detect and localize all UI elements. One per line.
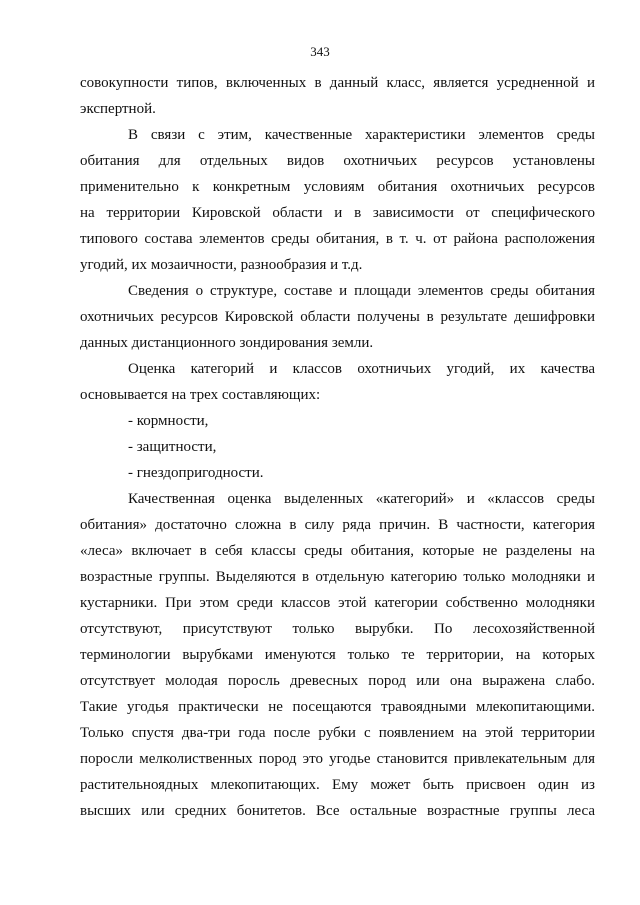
text-line: данных дистанционного зондирования земли.: [80, 335, 374, 351]
text-line: экспертной.: [80, 101, 156, 117]
text-line: основывается на трех составляющих:: [80, 387, 321, 403]
text-line: Качественная оценка выделенных «категорий» и «классов среды: [128, 491, 595, 507]
text-line: на территории Кировской области и в зависимости от специфического: [80, 205, 595, 221]
text-line: обитания» достаточно сложна в силу ряда причин. В частности, категория: [80, 517, 595, 533]
text-line: обитания для отдельных видов охотничьих ресурсов установлены: [80, 153, 595, 169]
text-line: угодий, их мозаичности, разнообразия и т.д.: [80, 257, 363, 273]
text-line: возрастные группы. Выделяются в отдельную категорию только молодняки и: [80, 569, 595, 585]
text-line: типового состава элементов среды обитания, в т. ч. от района расположения: [80, 231, 595, 247]
text-line: «леса» включает в себя классы среды обитания, которые не разделены на: [80, 543, 595, 559]
text-line: В связи с этим, качественные характеристики элементов среды: [128, 127, 595, 143]
text-line: терминологии вырубками именуются только те территории, на которых: [80, 647, 595, 663]
text-line: поросли мелколиственных пород это угодье становится привлекательным для: [80, 751, 595, 767]
list-item: - гнездопригодности.: [128, 465, 264, 481]
text-line: применительно к конкретным условиям обитания охотничьих ресурсов: [80, 179, 595, 195]
text-line: растительноядных млекопитающих. Ему может быть присвоен один из: [80, 777, 595, 793]
text-line: кустарники. При этом среди классов этой категории собственно молодняки: [80, 595, 595, 611]
list-item: - кормности,: [128, 413, 209, 429]
page-number: 343: [310, 44, 330, 59]
text-line: отсутствуют, присутствуют только вырубки. По лесохозяйственной: [80, 621, 595, 637]
document-body: [80, 70, 595, 824]
text-line: Только спустя два-три года после рубки с появлением на этой территории: [80, 725, 595, 741]
text-line: совокупности типов, включенных в данный класс, является усредненной и: [80, 75, 595, 91]
text-line: Оценка категорий и классов охотничьих угодий, их качества: [128, 361, 595, 377]
list-item: - защитности,: [128, 439, 217, 455]
text-line: охотничьих ресурсов Кировской области получены в результате дешифровки: [80, 309, 595, 325]
text-line: Сведения о структуре, составе и площади элементов среды обитания: [128, 283, 595, 299]
text-line: отсутствует молодая поросль древесных пород или она выражена слабо.: [80, 673, 595, 689]
text-line: высших или средних бонитетов. Все остальные возрастные группы леса: [80, 803, 595, 819]
text-line: Такие угодья практически не посещаются травоядными млекопитающими.: [80, 699, 595, 715]
